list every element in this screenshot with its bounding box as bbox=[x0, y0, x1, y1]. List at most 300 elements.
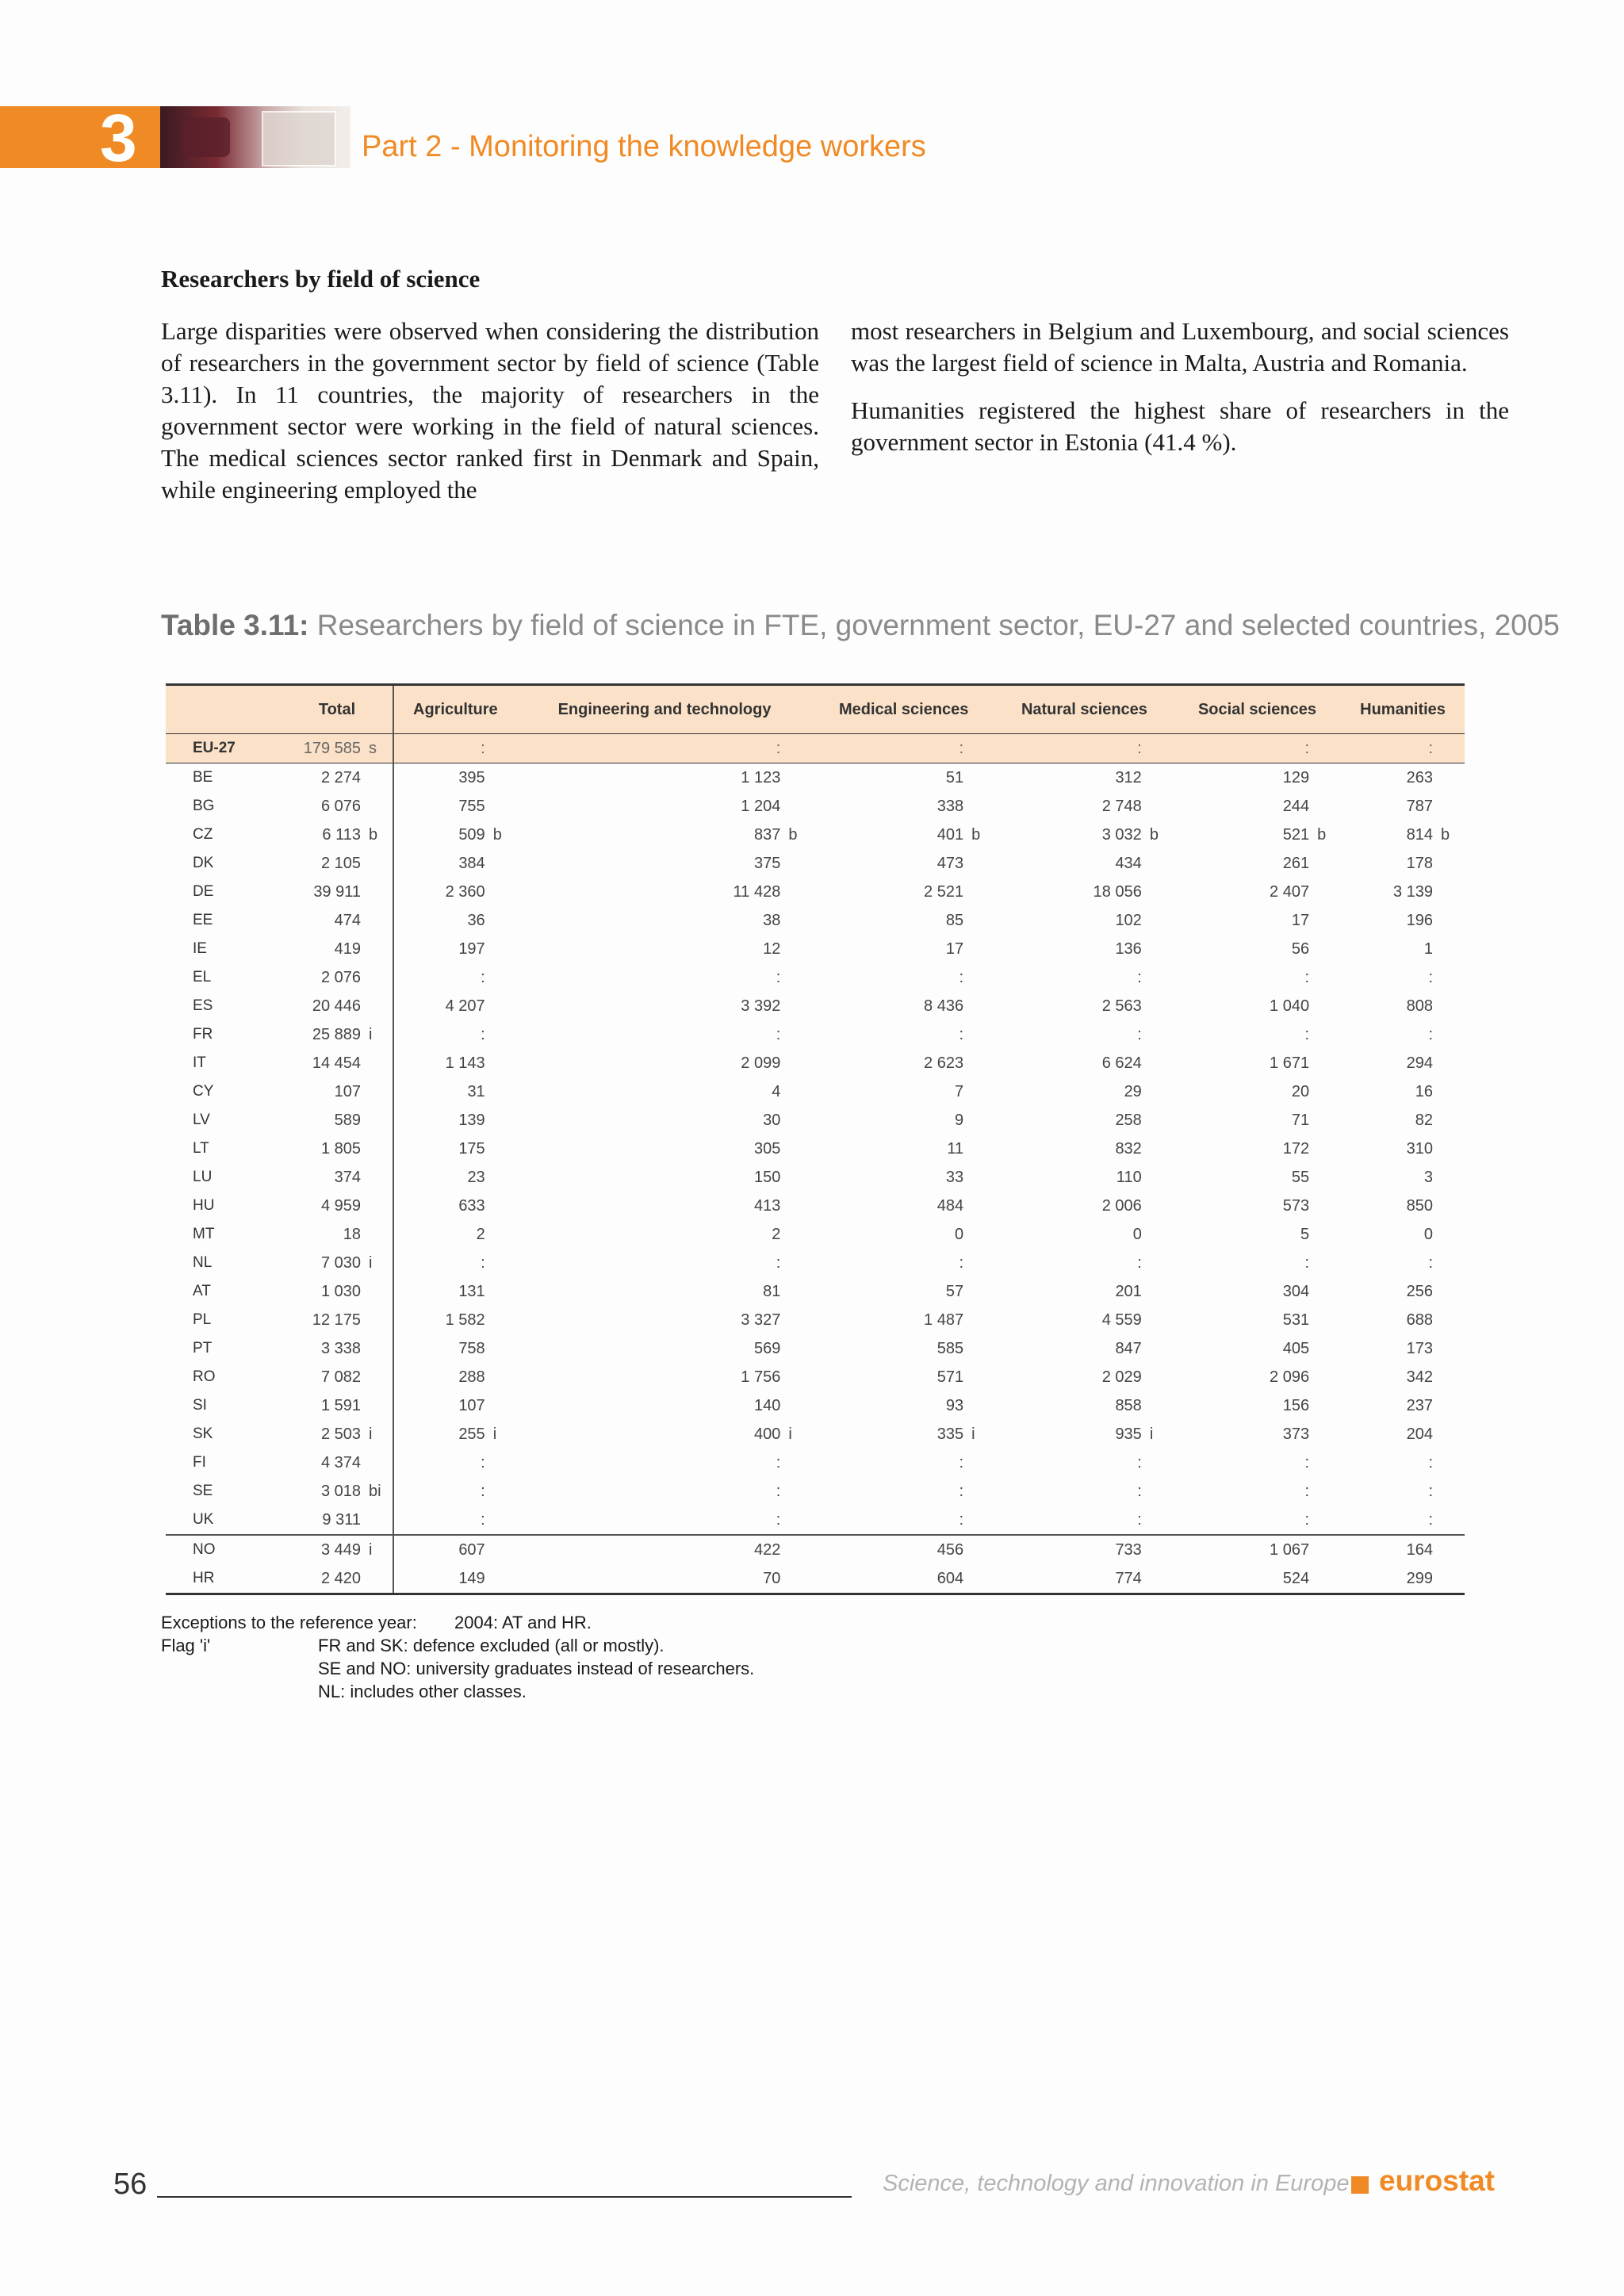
table-cell bbox=[282, 1535, 393, 1564]
cell-value: 456 bbox=[936, 1540, 964, 1559]
cell-value: 258 bbox=[1115, 1111, 1142, 1129]
table-cell bbox=[812, 963, 995, 992]
cell-value: : bbox=[1304, 1025, 1310, 1043]
table-cell bbox=[812, 1477, 995, 1506]
cell-value: 755 bbox=[458, 797, 485, 815]
note-exceptions bbox=[161, 1611, 754, 1634]
cell-value: 196 bbox=[1406, 911, 1433, 929]
table-cell bbox=[282, 1363, 393, 1391]
cell-value: 395 bbox=[458, 768, 485, 786]
cell-value: 312 bbox=[1115, 768, 1142, 786]
table-cell bbox=[393, 1448, 517, 1477]
cell-value: : bbox=[776, 1453, 781, 1471]
table-cell bbox=[282, 1564, 393, 1594]
table-cell bbox=[1174, 849, 1341, 878]
cell-value: 12 175 bbox=[312, 1311, 361, 1329]
table-row bbox=[166, 1192, 1465, 1220]
country-code: FI bbox=[193, 1454, 206, 1471]
cell-value: 9 311 bbox=[322, 1510, 361, 1529]
table-cell bbox=[1341, 1334, 1465, 1363]
cell-value: 8 436 bbox=[924, 997, 964, 1015]
cell-value: : bbox=[481, 1453, 485, 1471]
table-cell bbox=[282, 1306, 393, 1334]
cell-value: : bbox=[481, 1510, 485, 1529]
table-row bbox=[166, 878, 1465, 906]
cell-flag: i bbox=[788, 1425, 792, 1443]
country-code: CY bbox=[193, 1083, 214, 1100]
table-cell bbox=[517, 1535, 813, 1564]
table-cell bbox=[812, 1391, 995, 1420]
table-cell bbox=[1174, 1448, 1341, 1477]
cell-value: 31 bbox=[467, 1082, 485, 1100]
table-row bbox=[166, 906, 1465, 935]
table-cell bbox=[995, 935, 1174, 963]
cell-value: 9 bbox=[954, 1111, 964, 1129]
table-cell bbox=[812, 1506, 995, 1535]
cell-value: 6 076 bbox=[320, 797, 361, 815]
cell-value: 4 bbox=[772, 1082, 781, 1100]
table-row bbox=[166, 1077, 1465, 1106]
cell-value: : bbox=[959, 1253, 964, 1272]
cell-value: : bbox=[1428, 968, 1433, 986]
table-cell bbox=[995, 792, 1174, 821]
table-cell bbox=[517, 1163, 813, 1192]
table-cell bbox=[393, 1277, 517, 1306]
cell-value: : bbox=[776, 739, 781, 757]
table-cell bbox=[517, 1391, 813, 1420]
cell-value: 150 bbox=[753, 1168, 781, 1186]
cell-value: 2 076 bbox=[320, 968, 361, 986]
photo-detail bbox=[262, 111, 336, 166]
cell-value: : bbox=[1137, 739, 1142, 757]
cell-value: 3 338 bbox=[320, 1339, 361, 1357]
cell-flag: b bbox=[1317, 825, 1327, 844]
cell-value: : bbox=[1428, 1453, 1433, 1471]
cell-value: 2 521 bbox=[924, 882, 964, 901]
column-header: Agriculture bbox=[393, 685, 517, 734]
cell-value: 607 bbox=[458, 1540, 485, 1559]
cell-value: : bbox=[1304, 739, 1310, 757]
table-cell bbox=[282, 821, 393, 849]
cell-value: : bbox=[1137, 1025, 1142, 1043]
table-cell bbox=[1341, 792, 1465, 821]
cell-value: 2 006 bbox=[1101, 1196, 1142, 1215]
cell-value: 56 bbox=[1291, 939, 1310, 958]
table-cell bbox=[1341, 1020, 1465, 1049]
table-cell bbox=[1341, 849, 1465, 878]
cell-value: 294 bbox=[1406, 1054, 1433, 1072]
cell-value: 197 bbox=[458, 939, 485, 958]
cell-flag: bi bbox=[369, 1482, 381, 1500]
column-header bbox=[166, 685, 282, 734]
table-cell bbox=[393, 821, 517, 849]
table-cell bbox=[812, 1077, 995, 1106]
cell-value: 93 bbox=[945, 1396, 964, 1414]
cell-value: 1 204 bbox=[741, 797, 781, 815]
table-cell bbox=[282, 906, 393, 935]
cell-value: 16 bbox=[1415, 1082, 1433, 1100]
cell-value: 2 274 bbox=[320, 768, 361, 786]
cell-value: : bbox=[776, 1510, 781, 1529]
table-cell bbox=[393, 1163, 517, 1192]
country-code: MT bbox=[193, 1226, 215, 1242]
country-code: FR bbox=[193, 1026, 213, 1043]
table-cell bbox=[1174, 935, 1341, 963]
cell-value: 11 428 bbox=[733, 882, 781, 901]
cell-value: 156 bbox=[1282, 1396, 1310, 1414]
table-cell bbox=[1174, 1535, 1341, 1564]
table-row bbox=[166, 935, 1465, 963]
table-cell bbox=[282, 1506, 393, 1535]
cell-value: 434 bbox=[1115, 854, 1142, 872]
cell-value: 129 bbox=[1282, 768, 1310, 786]
table-cell bbox=[282, 1020, 393, 1049]
cell-value: 263 bbox=[1406, 768, 1433, 786]
cell-value: : bbox=[1304, 1253, 1310, 1272]
table-cell bbox=[1341, 1363, 1465, 1391]
cell-value: 51 bbox=[945, 768, 964, 786]
table-cell bbox=[517, 734, 813, 763]
cell-value: 935 bbox=[1115, 1425, 1142, 1443]
table-cell bbox=[393, 1334, 517, 1363]
cell-flag: i bbox=[369, 1025, 373, 1043]
table-cell bbox=[1341, 1220, 1465, 1249]
country-code: HU bbox=[193, 1197, 215, 1214]
cell-value: 107 bbox=[334, 1082, 361, 1100]
cell-value: 1 582 bbox=[445, 1311, 485, 1329]
cell-value: 4 207 bbox=[445, 997, 485, 1015]
cell-flag: i bbox=[369, 1425, 373, 1443]
table-cell bbox=[517, 1049, 813, 1077]
cell-value: : bbox=[959, 1453, 964, 1471]
table-cell bbox=[393, 1192, 517, 1220]
table-cell bbox=[517, 1448, 813, 1477]
table-cell bbox=[812, 935, 995, 963]
table-cell bbox=[393, 1506, 517, 1535]
cell-value: 0 bbox=[1423, 1225, 1433, 1243]
note-flag bbox=[161, 1680, 754, 1703]
table-cell bbox=[282, 849, 393, 878]
cell-value: 847 bbox=[1115, 1339, 1142, 1357]
table-cell bbox=[282, 1334, 393, 1363]
cell-value: 288 bbox=[458, 1368, 485, 1386]
table-cell bbox=[517, 992, 813, 1020]
cell-value: 102 bbox=[1115, 911, 1142, 929]
cell-value: 758 bbox=[458, 1339, 485, 1357]
table-cell bbox=[1341, 1135, 1465, 1163]
cell-value: : bbox=[1137, 1482, 1142, 1500]
cell-value: 7 082 bbox=[320, 1368, 361, 1386]
table-row bbox=[166, 1306, 1465, 1334]
cell-value: 3 139 bbox=[1392, 882, 1433, 901]
table-cell bbox=[517, 849, 813, 878]
table-cell bbox=[517, 1106, 813, 1135]
table-cell bbox=[1174, 1277, 1341, 1306]
note-flag-line: FR and SK: defence excluded (all or mostly). bbox=[318, 1636, 665, 1655]
table-cell bbox=[393, 1049, 517, 1077]
table-cell bbox=[517, 963, 813, 992]
country-code: LT bbox=[193, 1140, 209, 1157]
table-cell bbox=[995, 1477, 1174, 1506]
cell-value: 374 bbox=[334, 1168, 361, 1186]
table-cell bbox=[1174, 792, 1341, 821]
cell-value: 384 bbox=[458, 854, 485, 872]
table-cell bbox=[282, 1249, 393, 1277]
cell-value: 633 bbox=[458, 1196, 485, 1215]
table-cell bbox=[1174, 1049, 1341, 1077]
country-code: DK bbox=[193, 855, 214, 871]
table-cell bbox=[282, 1448, 393, 1477]
table-cell bbox=[812, 1106, 995, 1135]
cell-value: 173 bbox=[1406, 1339, 1433, 1357]
table-row bbox=[166, 1420, 1465, 1448]
cell-value: 23 bbox=[467, 1168, 485, 1186]
footer-rule bbox=[157, 2196, 852, 2198]
table-row bbox=[166, 821, 1465, 849]
table-cell bbox=[393, 763, 517, 793]
table-cell bbox=[1341, 763, 1465, 793]
cell-value: 81 bbox=[763, 1282, 781, 1300]
cell-value: 858 bbox=[1115, 1396, 1142, 1414]
cell-value: 335 bbox=[936, 1425, 964, 1443]
cell-value: 1 143 bbox=[445, 1054, 485, 1072]
country-code: NL bbox=[193, 1254, 213, 1271]
cell-value: : bbox=[1137, 1453, 1142, 1471]
table-cell bbox=[812, 849, 995, 878]
table-cell bbox=[393, 1391, 517, 1420]
table-cell bbox=[995, 1535, 1174, 1564]
table-cell bbox=[1174, 906, 1341, 935]
table-cell bbox=[282, 992, 393, 1020]
cell-value: 524 bbox=[1282, 1569, 1310, 1587]
cell-value: 179 585 bbox=[303, 739, 361, 757]
table-cell bbox=[812, 1306, 995, 1334]
table-row bbox=[166, 1506, 1465, 1535]
table-cell bbox=[995, 1277, 1174, 1306]
column-header: Medical sciences bbox=[812, 685, 995, 734]
table-cell bbox=[995, 849, 1174, 878]
cell-value: 55 bbox=[1291, 1168, 1310, 1186]
table-cell bbox=[517, 1277, 813, 1306]
cell-value: 688 bbox=[1406, 1311, 1433, 1329]
cell-value: : bbox=[1137, 1253, 1142, 1272]
cell-value: 20 bbox=[1291, 1082, 1310, 1100]
cell-value: 2 bbox=[772, 1225, 781, 1243]
table-cell bbox=[1341, 1477, 1465, 1506]
table-cell bbox=[517, 1220, 813, 1249]
table-cell bbox=[517, 1135, 813, 1163]
table-row bbox=[166, 1020, 1465, 1049]
table-cell bbox=[995, 1564, 1174, 1594]
table-cell bbox=[282, 1477, 393, 1506]
cell-value: 1 487 bbox=[924, 1311, 964, 1329]
cell-value: 18 056 bbox=[1093, 882, 1142, 901]
table-cell bbox=[1341, 734, 1465, 763]
table-cell bbox=[393, 878, 517, 906]
chapter-number: 3 bbox=[100, 101, 137, 175]
table-cell bbox=[1174, 878, 1341, 906]
table-cell bbox=[995, 1163, 1174, 1192]
cell-value: 2 099 bbox=[741, 1054, 781, 1072]
table-cell bbox=[812, 1420, 995, 1448]
table-caption-label: Table 3.11: bbox=[161, 609, 309, 641]
table-cell bbox=[812, 878, 995, 906]
text-column-right bbox=[851, 316, 1509, 474]
table-cell bbox=[282, 1135, 393, 1163]
table-cell bbox=[1174, 1564, 1341, 1594]
table-cell bbox=[1174, 963, 1341, 992]
cell-value: 375 bbox=[753, 854, 781, 872]
table-row bbox=[166, 963, 1465, 992]
cell-value: 70 bbox=[763, 1569, 781, 1587]
cell-value: : bbox=[1428, 1253, 1433, 1272]
body-paragraph: Large disparities were observed when considering the distribution of researchers in the government sector by field of science (Table 3.11). In 11 countries, the majority of researchers in the government sector were working in the field of natural sciences. The medical sciences sector ranked first in Denmark and Spain, while engineering employed the bbox=[161, 317, 819, 503]
table-cell bbox=[1174, 992, 1341, 1020]
cell-value: 419 bbox=[334, 939, 361, 958]
cell-value: 304 bbox=[1282, 1282, 1310, 1300]
cell-value: 29 bbox=[1124, 1082, 1142, 1100]
cell-value: 2 407 bbox=[1270, 882, 1310, 901]
table-cell bbox=[812, 1220, 995, 1249]
cell-value: 342 bbox=[1406, 1368, 1433, 1386]
cell-value: : bbox=[481, 1025, 485, 1043]
table-cell bbox=[282, 878, 393, 906]
photo-detail bbox=[182, 117, 230, 157]
country-code: AT bbox=[193, 1283, 211, 1299]
table-row bbox=[166, 763, 1465, 793]
table-row bbox=[166, 1220, 1465, 1249]
table-cell bbox=[1341, 1192, 1465, 1220]
cell-value: 36 bbox=[467, 911, 485, 929]
table-cell bbox=[393, 849, 517, 878]
table-cell bbox=[812, 1334, 995, 1363]
table-cell bbox=[393, 1535, 517, 1564]
table-cell bbox=[995, 1448, 1174, 1477]
table-cell bbox=[393, 1020, 517, 1049]
cell-value: 299 bbox=[1406, 1569, 1433, 1587]
cell-value: 405 bbox=[1282, 1339, 1310, 1357]
table-cell bbox=[1341, 1277, 1465, 1306]
cell-flag: i bbox=[492, 1425, 497, 1443]
table-cell bbox=[1174, 1020, 1341, 1049]
table-cell bbox=[393, 792, 517, 821]
table-caption-text: Researchers by field of science in FTE, government sector, EU-27 and selected countries, 2005 bbox=[316, 609, 1560, 641]
cell-value: 25 889 bbox=[312, 1025, 361, 1043]
cell-flag: b bbox=[971, 825, 981, 844]
note-flag bbox=[161, 1634, 754, 1657]
table-cell bbox=[995, 1135, 1174, 1163]
cell-value: 2 563 bbox=[1101, 997, 1142, 1015]
table-cell bbox=[812, 792, 995, 821]
cell-value: 5 bbox=[1300, 1225, 1310, 1243]
table-cell bbox=[517, 821, 813, 849]
table-cell bbox=[282, 792, 393, 821]
table-cell bbox=[393, 1477, 517, 1506]
table-cell bbox=[1341, 935, 1465, 963]
cell-value: 164 bbox=[1406, 1540, 1433, 1559]
table-cell bbox=[995, 1192, 1174, 1220]
country-code: NO bbox=[166, 1535, 282, 1564]
table-cell bbox=[812, 1192, 995, 1220]
country-code: PT bbox=[193, 1340, 213, 1357]
table-cell bbox=[812, 1020, 995, 1049]
table-cell bbox=[995, 821, 1174, 849]
cell-value: 14 454 bbox=[312, 1054, 361, 1072]
cell-value: : bbox=[959, 1482, 964, 1500]
table-cell bbox=[517, 1506, 813, 1535]
table-cell bbox=[995, 1220, 1174, 1249]
table-row bbox=[166, 1477, 1465, 1506]
table-cell bbox=[1174, 1420, 1341, 1448]
table-cell bbox=[1174, 1477, 1341, 1506]
column-header: Natural sciences bbox=[995, 685, 1174, 734]
table-row bbox=[166, 849, 1465, 878]
table-cell bbox=[393, 1106, 517, 1135]
table-cell bbox=[1174, 1306, 1341, 1334]
cell-value: 136 bbox=[1115, 939, 1142, 958]
table-row bbox=[166, 1106, 1465, 1135]
table-cell bbox=[812, 1163, 995, 1192]
cell-value: 4 559 bbox=[1101, 1311, 1142, 1329]
cell-value: 1 bbox=[1423, 939, 1433, 958]
table-cell bbox=[393, 1135, 517, 1163]
table-cell bbox=[995, 1106, 1174, 1135]
cell-value: 18 bbox=[343, 1225, 361, 1243]
cell-flag: b bbox=[492, 825, 502, 844]
cell-value: 7 bbox=[954, 1082, 964, 1100]
cell-value: 1 591 bbox=[320, 1396, 361, 1414]
table-cell bbox=[517, 1477, 813, 1506]
note-exceptions-value: 2004: AT and HR. bbox=[454, 1613, 592, 1632]
table-cell bbox=[393, 1249, 517, 1277]
table-cell bbox=[1174, 1391, 1341, 1420]
country-code: IT bbox=[193, 1054, 206, 1071]
cell-value: 3 392 bbox=[741, 997, 781, 1015]
table-cell bbox=[393, 1564, 517, 1594]
table-cell bbox=[1174, 1163, 1341, 1192]
country-code: BG bbox=[193, 798, 215, 814]
cell-value: 850 bbox=[1406, 1196, 1433, 1215]
table-cell bbox=[282, 763, 393, 793]
cell-value: 6 624 bbox=[1101, 1054, 1142, 1072]
cell-value: : bbox=[1304, 968, 1310, 986]
country-code: PL bbox=[193, 1311, 212, 1328]
column-header: Engineering and technology bbox=[517, 685, 813, 734]
column-header: Social sciences bbox=[1174, 685, 1341, 734]
table-cell bbox=[1341, 1049, 1465, 1077]
table-cell bbox=[995, 1249, 1174, 1277]
cell-value: : bbox=[1428, 1025, 1433, 1043]
table-cell bbox=[812, 1049, 995, 1077]
cell-value: : bbox=[776, 968, 781, 986]
table-cell bbox=[393, 1306, 517, 1334]
cell-value: 2 503 bbox=[320, 1425, 361, 1443]
table-cell bbox=[282, 963, 393, 992]
table-cell bbox=[393, 1420, 517, 1448]
table-cell bbox=[282, 1077, 393, 1106]
country-code: SI bbox=[193, 1397, 207, 1414]
table-cell bbox=[1174, 1363, 1341, 1391]
table-cell bbox=[995, 1077, 1174, 1106]
cell-value: 82 bbox=[1415, 1111, 1433, 1129]
cell-flag: b bbox=[1149, 825, 1159, 844]
cell-value: : bbox=[481, 1253, 485, 1272]
table-row bbox=[166, 734, 1465, 763]
cell-flag: b bbox=[1441, 825, 1450, 844]
table-cell bbox=[517, 1363, 813, 1391]
table-cell bbox=[1341, 1106, 1465, 1135]
cell-value: 2 623 bbox=[924, 1054, 964, 1072]
